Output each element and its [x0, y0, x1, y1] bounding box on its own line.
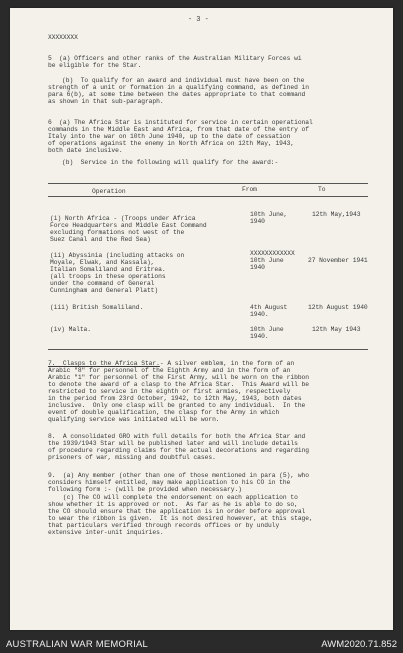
row1-from-line1: 10th June, — [250, 211, 288, 218]
para5-b-line2: strength of a unit or formation in a qualifying command, as defined in — [48, 84, 310, 91]
row2-from-redacted: XXXXXXXXXXXX — [250, 250, 295, 257]
para6-a-line5: both date inclusive. — [48, 147, 123, 154]
row3-from-line1: 4th August — [250, 304, 288, 311]
row2-op-line3: Italian Somaliland and Eritrea. — [50, 266, 166, 273]
para5-a-line2: be eligible for the Star. — [48, 62, 142, 69]
para5-b-line4: as shown in that sub-paragraph. — [48, 98, 164, 105]
document-page — [10, 8, 393, 630]
col-header-from: From — [242, 186, 257, 193]
row2-op-line6: Cunningham and General Platt) — [50, 287, 159, 294]
row2-op-line1: (ii) Abyssinia (including attacks on — [50, 252, 185, 259]
row2-op-line2: Moyale, Elwak, and Kassala), — [50, 259, 155, 266]
para7-line7: inclusive. Only one clasp will be granted to any individual. In the — [48, 402, 306, 409]
para9-line7: to wear the ribbon is given. It is not desired however, at this stage, — [48, 515, 313, 522]
row2-op-line5: under the command of General — [50, 280, 155, 287]
para8-line1: 8. A consolidated GRO with full details for both the Africa Star and — [48, 433, 306, 440]
para9-line2: considers himself entitled, may make application to his CO in the — [48, 479, 291, 486]
para6-a-line3: Italy into the war on 10th June 1940, up to the date of cessation — [48, 133, 291, 140]
table-bottom-rule — [48, 349, 368, 350]
para6-a-line1: 6 (a) The Africa Star is instituted for service in certain operational — [48, 119, 313, 126]
para6-a-line4: of operations against the enemy in North Africa on 12th May, 1943, — [48, 140, 295, 147]
archive-footer — [0, 633, 403, 653]
footer-accession-number: AWM2020.71.852 — [321, 639, 397, 650]
row3-from-line2: 1940. — [250, 311, 269, 318]
para8-line3: of procedure regarding claims for the actual decorations and regarding — [48, 447, 310, 454]
page-number: - 3 - — [188, 16, 209, 24]
row1-op-line1: (i) North Africa - (Troops under Africa — [50, 215, 196, 222]
para9-line6: the CO should ensure that the application is in order before approval — [48, 508, 306, 515]
para7-line2: Arabic "8" for personnel of the Eighth Army and in the form of an — [48, 367, 291, 374]
row2-from-line1: 10th June — [250, 257, 284, 264]
para7-line9: qualifying service was initiated will be worn. — [48, 416, 220, 423]
table-top-rule — [48, 183, 368, 184]
para7-line3: Arabic "1" for personnel of the First Army, will be worn on the ribbon — [48, 374, 310, 381]
row1-op-line4: Suez Canal and the Red Sea) — [50, 236, 151, 243]
para9-line9: extensive inter-unit inquiries. — [48, 529, 164, 536]
para9-line5: show whether it is approved or not. As far as he is able to do so, — [48, 501, 298, 508]
para8-line2: the 1939/1943 Star will be published later and will include details — [48, 440, 298, 447]
table-header-rule — [48, 196, 368, 197]
para6-a-line2: commands in the Middle East and Africa, from that date of the entry of — [48, 126, 310, 133]
para9-line4: (c) The CO will complete the endorsement on each application to — [48, 494, 298, 501]
row2-to: 27 November 1941 — [308, 257, 368, 264]
row4-from-line1: 10th June — [250, 326, 284, 333]
row4-to: 12th May 1943 — [312, 326, 361, 333]
para7-line8: event of double qualification, the clasp for the Army in which — [48, 409, 280, 416]
row4-op: (iv) Malta. — [50, 326, 92, 333]
row3-op: (iii) British Somaliland. — [50, 304, 144, 311]
row1-op-line2: Force Headquarters and Middle East Command — [50, 222, 207, 229]
para7-line6: in the period from 23rd October, 1942, to 12th May, 1943, both dates — [48, 395, 302, 402]
row1-to: 12th May,1943 — [312, 211, 361, 218]
para5-b-line3: para 6(b), at some time between the dates appropriate to that command — [48, 91, 306, 98]
para7-line1-rest: - A silver emblem, in the form of an — [159, 360, 295, 367]
row3-to: 12th August 1940 — [308, 304, 368, 311]
row1-op-line3: excluding formations not west of the — [50, 229, 185, 236]
row2-from-line2: 1940 — [250, 264, 265, 271]
row4-from-line2: 1940. — [250, 333, 269, 340]
para9-line1: 9. (a) Any member (other than one of those mentioned in para (5), who — [48, 472, 310, 479]
para7-line4: to denote the award of a clasp to the Africa Star. This Award will be — [48, 381, 310, 388]
para8-line4: prisoners of war, missing and doubtful cases. — [48, 454, 216, 461]
para9-line3: following form :- (will be provided when necessary.) — [48, 486, 242, 493]
col-header-operation: Operation — [92, 188, 126, 195]
redacted-heading: XXXXXXXX — [48, 34, 78, 41]
para7-line5: restricted to service in the eighth or first armies, respectively — [48, 388, 291, 395]
para5-a-line1: 5 (a) Officers and other ranks of the Australian Military Forces wi — [48, 55, 302, 62]
footer-institution: AUSTRALIAN WAR MEMORIAL — [6, 639, 149, 650]
para5-b-line1: (b) To qualify for an award and individual must have been on the — [62, 77, 305, 84]
row2-op-line4: (all troops in these operations — [50, 273, 166, 280]
col-header-to: To — [318, 186, 326, 193]
row1-from-line2: 1940 — [250, 218, 265, 225]
para6-b: (b) Service in the following will qualify for the award:- — [62, 159, 279, 166]
para9-line8: that particulars verified through records offices or by unduly — [48, 522, 280, 529]
para7-heading: 7. Clasps to the Africa Star. — [48, 360, 160, 367]
